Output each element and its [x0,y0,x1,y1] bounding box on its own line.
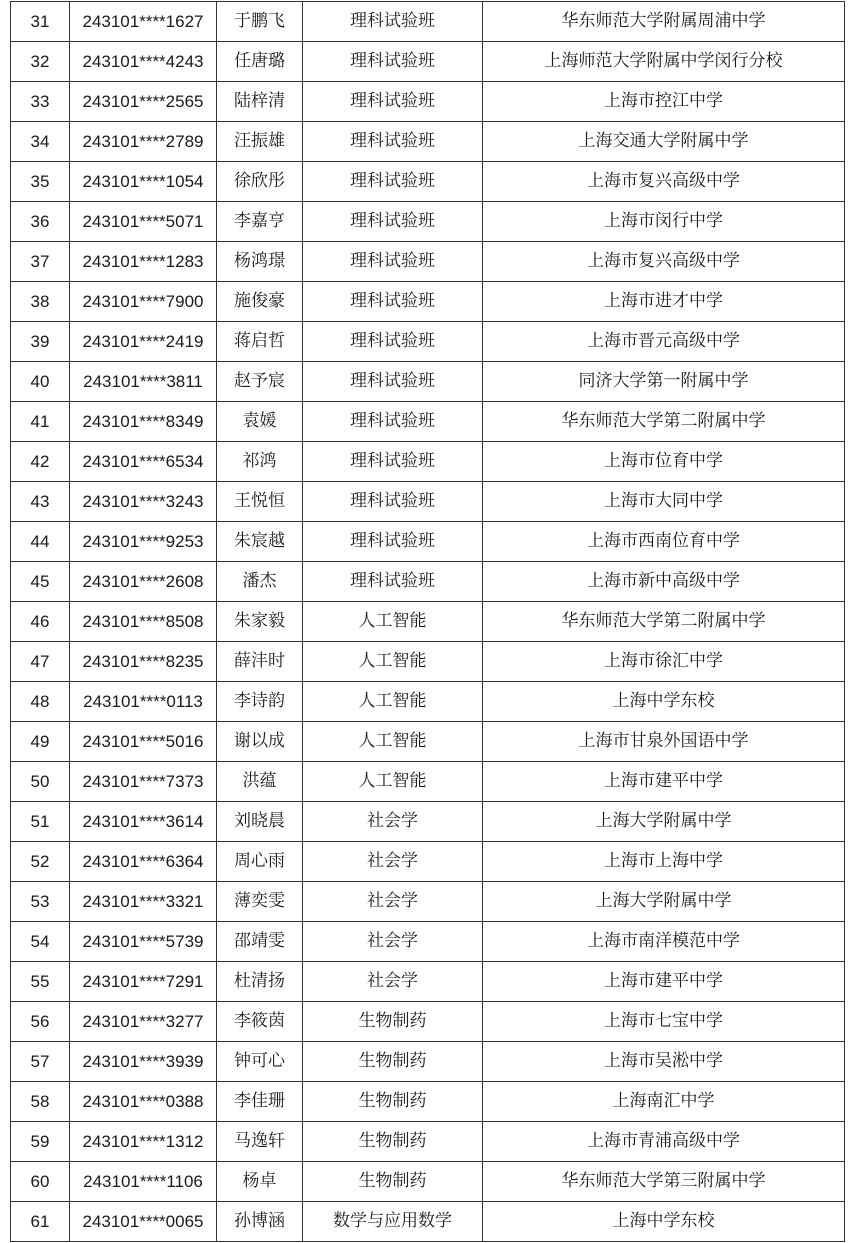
row-number-cell: 44 [11,522,70,562]
school-cell: 上海市南洋模范中学 [483,922,845,962]
school-cell: 上海中学东校 [483,682,845,722]
table-row [11,642,845,682]
school-cell: 上海市复兴高级中学 [483,242,845,282]
student-name-cell: 杨鸿璟 [217,242,303,282]
program-cell: 生物制药 [303,1002,483,1042]
table-row [11,1082,845,1122]
table-row [11,882,845,922]
student-name-cell: 谢以成 [217,722,303,762]
candidate-id-cell: 243101****2419 [70,322,217,362]
program-cell: 理科试验班 [303,482,483,522]
school-cell: 上海大学附属中学 [483,802,845,842]
candidate-id-cell: 243101****1054 [70,162,217,202]
school-cell: 上海中学东校 [483,1202,845,1242]
student-name-cell: 祁鸿 [217,442,303,482]
program-cell: 生物制药 [303,1082,483,1122]
candidate-id-cell: 243101****7373 [70,762,217,802]
candidate-id-cell: 243101****5016 [70,722,217,762]
student-name-cell: 施俊豪 [217,282,303,322]
table-row [11,162,845,202]
row-number-cell: 42 [11,442,70,482]
student-name-cell: 刘晓晨 [217,802,303,842]
student-name-cell: 周心雨 [217,842,303,882]
school-cell: 上海市吴淞中学 [483,1042,845,1082]
row-number-cell: 45 [11,562,70,602]
school-cell: 上海市建平中学 [483,962,845,1002]
school-cell: 上海市晋元高级中学 [483,322,845,362]
student-name-cell: 朱宸越 [217,522,303,562]
candidate-id-cell: 243101****1312 [70,1122,217,1162]
candidate-id-cell: 243101****3321 [70,882,217,922]
table-row [11,122,845,162]
admission-list-table [10,1,845,1242]
program-cell: 人工智能 [303,762,483,802]
program-cell: 生物制药 [303,1042,483,1082]
row-number-cell: 57 [11,1042,70,1082]
school-cell: 上海市复兴高级中学 [483,162,845,202]
row-number-cell: 52 [11,842,70,882]
student-name-cell: 杜清扬 [217,962,303,1002]
program-cell: 理科试验班 [303,242,483,282]
program-cell: 人工智能 [303,682,483,722]
student-name-cell: 洪蕴 [217,762,303,802]
program-cell: 社会学 [303,802,483,842]
table-row [11,562,845,602]
table-row [11,522,845,562]
row-number-cell: 60 [11,1162,70,1202]
program-cell: 数学与应用数学 [303,1202,483,1242]
table-row [11,2,845,42]
table-row [11,762,845,802]
candidate-id-cell: 243101****2608 [70,562,217,602]
candidate-id-cell: 243101****8235 [70,642,217,682]
table-row [11,202,845,242]
program-cell: 理科试验班 [303,202,483,242]
school-cell: 上海交通大学附属中学 [483,122,845,162]
candidate-id-cell: 243101****6364 [70,842,217,882]
candidate-id-cell: 243101****1627 [70,2,217,42]
program-cell: 社会学 [303,922,483,962]
school-cell: 上海市建平中学 [483,762,845,802]
student-name-cell: 孙博涵 [217,1202,303,1242]
student-name-cell: 汪振雄 [217,122,303,162]
candidate-id-cell: 243101****0065 [70,1202,217,1242]
row-number-cell: 61 [11,1202,70,1242]
row-number-cell: 56 [11,1002,70,1042]
candidate-id-cell: 243101****9253 [70,522,217,562]
school-cell: 上海市位育中学 [483,442,845,482]
table-row [11,402,845,442]
student-name-cell: 马逸轩 [217,1122,303,1162]
school-cell: 上海市西南位育中学 [483,522,845,562]
row-number-cell: 53 [11,882,70,922]
candidate-id-cell: 243101****3939 [70,1042,217,1082]
school-cell: 上海市甘泉外国语中学 [483,722,845,762]
table-row [11,962,845,1002]
row-number-cell: 46 [11,602,70,642]
school-cell: 上海大学附属中学 [483,882,845,922]
candidate-id-cell: 243101****2789 [70,122,217,162]
candidate-id-cell: 243101****6534 [70,442,217,482]
candidate-id-cell: 243101****1106 [70,1162,217,1202]
row-number-cell: 54 [11,922,70,962]
row-number-cell: 59 [11,1122,70,1162]
admission-list-body [11,2,845,1242]
student-name-cell: 钟可心 [217,1042,303,1082]
program-cell: 理科试验班 [303,362,483,402]
student-name-cell: 袁媛 [217,402,303,442]
program-cell: 理科试验班 [303,322,483,362]
candidate-id-cell: 243101****5071 [70,202,217,242]
row-number-cell: 48 [11,682,70,722]
table-row [11,842,845,882]
table-row [11,82,845,122]
program-cell: 社会学 [303,962,483,1002]
school-cell: 上海市上海中学 [483,842,845,882]
table-row [11,1162,845,1202]
program-cell: 理科试验班 [303,562,483,602]
row-number-cell: 33 [11,82,70,122]
candidate-id-cell: 243101****7900 [70,282,217,322]
school-cell: 上海市新中高级中学 [483,562,845,602]
table-row [11,482,845,522]
table-row [11,802,845,842]
program-cell: 社会学 [303,842,483,882]
table-row [11,602,845,642]
row-number-cell: 40 [11,362,70,402]
row-number-cell: 49 [11,722,70,762]
row-number-cell: 32 [11,42,70,82]
school-cell: 华东师范大学第二附属中学 [483,402,845,442]
school-cell: 上海市进才中学 [483,282,845,322]
program-cell: 理科试验班 [303,42,483,82]
student-name-cell: 朱家毅 [217,602,303,642]
student-name-cell: 薄奕雯 [217,882,303,922]
school-cell: 上海市闵行中学 [483,202,845,242]
table-row [11,1042,845,1082]
row-number-cell: 38 [11,282,70,322]
student-name-cell: 于鹏飞 [217,2,303,42]
school-cell: 上海市青浦高级中学 [483,1122,845,1162]
row-number-cell: 55 [11,962,70,1002]
row-number-cell: 39 [11,322,70,362]
school-cell: 华东师范大学第三附属中学 [483,1162,845,1202]
program-cell: 生物制药 [303,1162,483,1202]
candidate-id-cell: 243101****3614 [70,802,217,842]
row-number-cell: 37 [11,242,70,282]
student-name-cell: 李嘉亨 [217,202,303,242]
table-row [11,322,845,362]
row-number-cell: 34 [11,122,70,162]
school-cell: 上海市大同中学 [483,482,845,522]
school-cell: 上海师范大学附属中学闵行分校 [483,42,845,82]
school-cell: 同济大学第一附属中学 [483,362,845,402]
candidate-id-cell: 243101****7291 [70,962,217,1002]
table-row [11,722,845,762]
row-number-cell: 50 [11,762,70,802]
row-number-cell: 36 [11,202,70,242]
student-name-cell: 王悦恒 [217,482,303,522]
program-cell: 理科试验班 [303,402,483,442]
program-cell: 理科试验班 [303,162,483,202]
student-name-cell: 任唐璐 [217,42,303,82]
student-name-cell: 陆梓清 [217,82,303,122]
row-number-cell: 43 [11,482,70,522]
table-row [11,682,845,722]
program-cell: 理科试验班 [303,2,483,42]
student-name-cell: 李筱茵 [217,1002,303,1042]
program-cell: 理科试验班 [303,442,483,482]
school-cell: 上海市控江中学 [483,82,845,122]
candidate-id-cell: 243101****3243 [70,482,217,522]
student-name-cell: 薛沣时 [217,642,303,682]
row-number-cell: 31 [11,2,70,42]
program-cell: 理科试验班 [303,82,483,122]
program-cell: 理科试验班 [303,522,483,562]
program-cell: 人工智能 [303,642,483,682]
table-row [11,442,845,482]
table-row [11,922,845,962]
table-row [11,42,845,82]
program-cell: 理科试验班 [303,282,483,322]
student-name-cell: 李诗韵 [217,682,303,722]
candidate-id-cell: 243101****0388 [70,1082,217,1122]
candidate-id-cell: 243101****5739 [70,922,217,962]
table-row [11,362,845,402]
school-cell: 上海南汇中学 [483,1082,845,1122]
student-name-cell: 徐欣彤 [217,162,303,202]
program-cell: 人工智能 [303,722,483,762]
student-name-cell: 杨卓 [217,1162,303,1202]
candidate-id-cell: 243101****8349 [70,402,217,442]
table-row [11,1122,845,1162]
candidate-id-cell: 243101****4243 [70,42,217,82]
candidate-id-cell: 243101****0113 [70,682,217,722]
school-cell: 上海市七宝中学 [483,1002,845,1042]
program-cell: 理科试验班 [303,122,483,162]
candidate-id-cell: 243101****1283 [70,242,217,282]
student-name-cell: 赵予宸 [217,362,303,402]
school-cell: 华东师范大学第二附属中学 [483,602,845,642]
student-name-cell: 蒋启哲 [217,322,303,362]
student-name-cell: 李佳珊 [217,1082,303,1122]
candidate-id-cell: 243101****8508 [70,602,217,642]
table-row [11,1202,845,1242]
table-row [11,242,845,282]
row-number-cell: 47 [11,642,70,682]
program-cell: 人工智能 [303,602,483,642]
row-number-cell: 41 [11,402,70,442]
student-name-cell: 邵靖雯 [217,922,303,962]
row-number-cell: 51 [11,802,70,842]
program-cell: 生物制药 [303,1122,483,1162]
school-cell: 上海市徐汇中学 [483,642,845,682]
row-number-cell: 58 [11,1082,70,1122]
school-cell: 华东师范大学附属周浦中学 [483,2,845,42]
program-cell: 社会学 [303,882,483,922]
candidate-id-cell: 243101****3811 [70,362,217,402]
candidate-id-cell: 243101****2565 [70,82,217,122]
student-name-cell: 潘杰 [217,562,303,602]
table-row [11,282,845,322]
row-number-cell: 35 [11,162,70,202]
candidate-id-cell: 243101****3277 [70,1002,217,1042]
table-row [11,1002,845,1042]
